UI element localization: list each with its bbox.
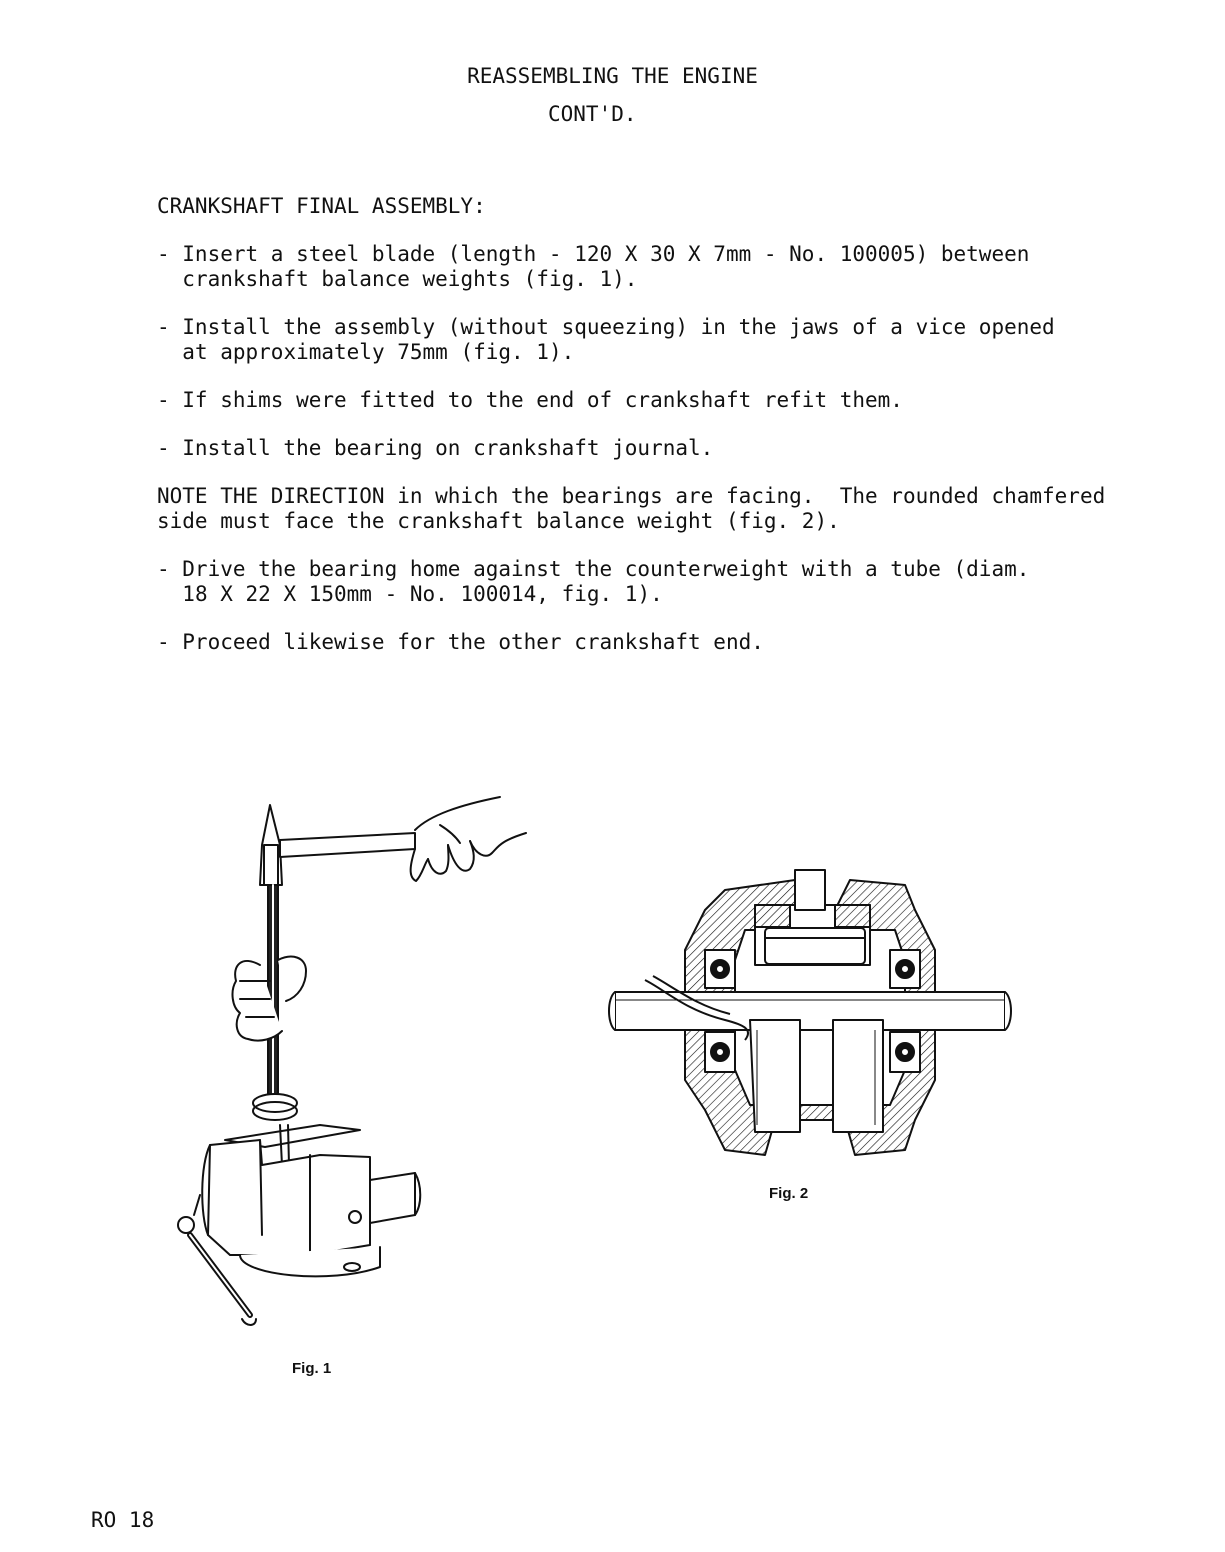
- step-5: - Drive the bearing home against the counterweight with a tube (diam. 18 X 22 X 150mm - No. 100014, fig. 1).: [157, 557, 1030, 606]
- step-4: - Install the bearing on crankshaft journal.: [157, 436, 714, 460]
- fig1-illustration: [170, 785, 540, 1345]
- section-heading: CRANKSHAFT FINAL ASSEMBLY:: [157, 194, 486, 218]
- page-reference: RO 18: [91, 1508, 155, 1532]
- fig2-caption: Fig. 2: [769, 1185, 809, 1202]
- page-title: REASSEMBLING THE ENGINE: [467, 64, 758, 88]
- fig2-illustration: [605, 870, 1015, 1155]
- step-2: - Install the assembly (without squeezing) in the jaws of a vice opened at approximately 75mm (fig. 1).: [157, 315, 1055, 364]
- page-subtitle: CONT'D.: [548, 102, 637, 126]
- note-paragraph: NOTE THE DIRECTION in which the bearings are facing. The rounded chamfered side must face the crankshaft balance weight (fig. 2).: [157, 484, 1106, 533]
- fig1-caption: Fig. 1: [292, 1360, 332, 1377]
- step-6: - Proceed likewise for the other crankshaft end.: [157, 630, 764, 654]
- step-3: - If shims were fitted to the end of crankshaft refit them.: [157, 388, 903, 412]
- step-1: - Insert a steel blade (length - 120 X 30 X 7mm - No. 100005) between crankshaft balance weights (fig. 1).: [157, 242, 1030, 291]
